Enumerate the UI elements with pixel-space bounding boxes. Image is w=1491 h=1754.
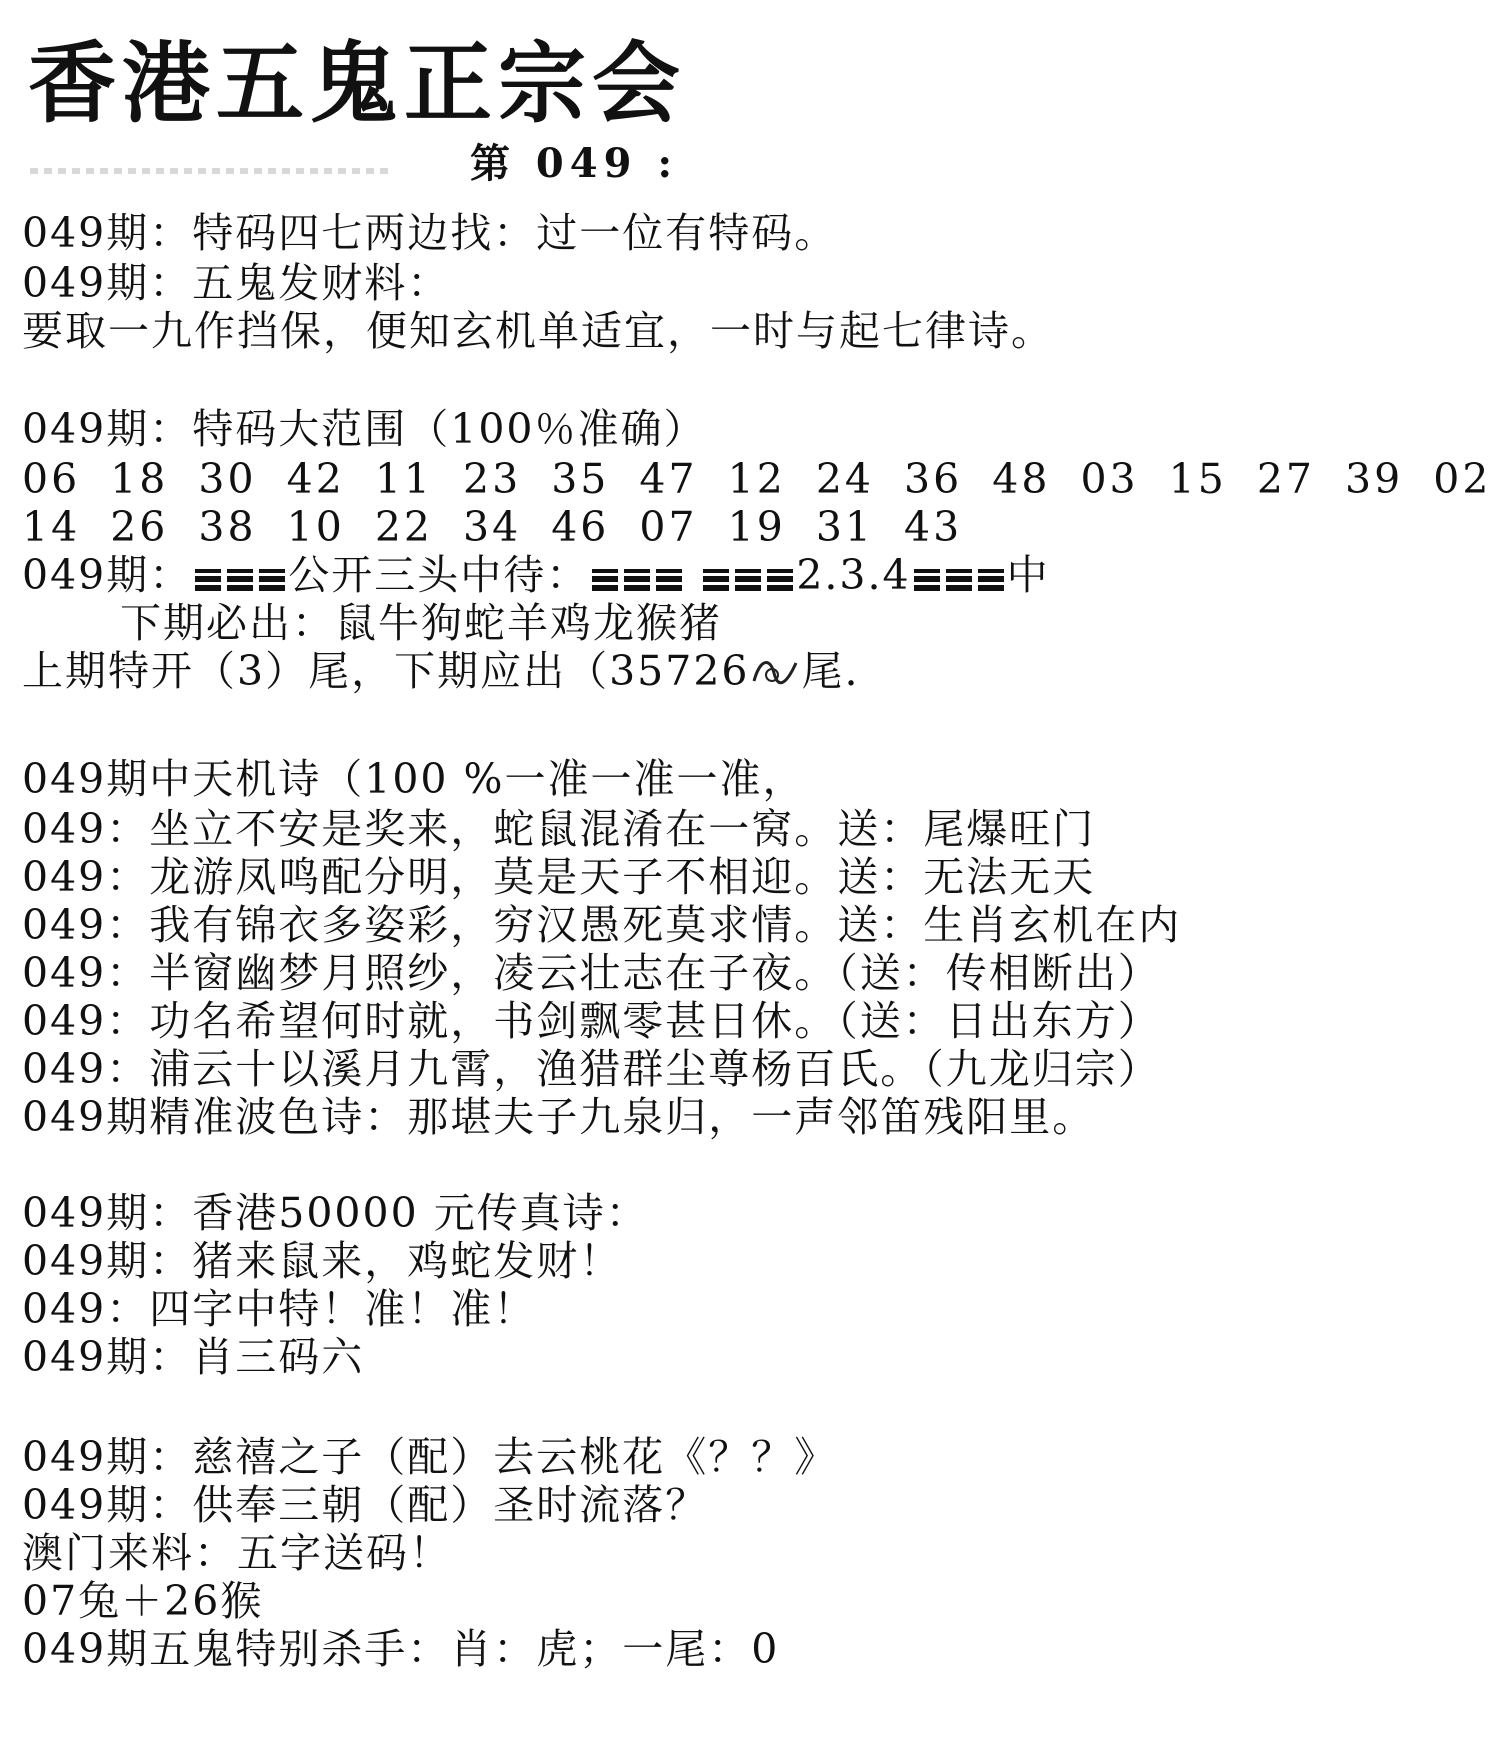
riddle-line: 049期：慈禧之子（配）去云桃花《？？》 <box>22 1433 838 1481</box>
redaction-mark <box>624 569 650 591</box>
redaction-mark <box>978 569 1004 591</box>
heaven-poem-line: 049：坐立不安是奖来，蛇鼠混淆在一窝。送：尾爆旺门 <box>22 805 1096 853</box>
fax-poem-heading: 049期：香港50000 元传真诗： <box>22 1189 649 1237</box>
redaction-mark <box>195 569 221 591</box>
fax-poem-line: 049期：猪来鼠来，鸡蛇发财！ <box>22 1237 623 1285</box>
wave-color-poem: 049期精准波色诗：那堪夫子九泉归，一声邻笛残阳里。 <box>22 1093 1096 1141</box>
redaction-mark <box>946 569 972 591</box>
redaction-mark <box>656 569 682 591</box>
heaven-poem-line: 049：半窗幽梦月照纱，凌云壮志在子夜。（送：传相断出） <box>22 949 1161 997</box>
three-head-line <box>22 550 1050 600</box>
macau-source-line: 澳门来料：五字送码！ <box>22 1529 452 1577</box>
heaven-poem-line: 049：功名希望何时就，书剑飘零甚日休。（送：日出东方） <box>22 997 1161 1045</box>
document-title: 香港五鬼正宗会 <box>28 32 687 135</box>
next-must-appear: 下期必出：鼠牛狗蛇羊鸡龙猴猪 <box>120 599 722 647</box>
redaction-mark <box>914 569 940 591</box>
tail-prediction-text: 上期特开（3）尾，下期应出（35726 <box>22 647 750 695</box>
fax-poem-line: 049期：肖三码六 <box>22 1333 365 1381</box>
special-code-numbers-row-1: 06 18 30 42 11 23 35 47 12 24 36 48 03 15 27 39 02 <box>22 455 1491 503</box>
special-code-range-heading: 049期：特码大范围（100％准确） <box>22 405 707 453</box>
redaction-mark <box>592 569 618 591</box>
five-ghost-fortune-heading: 049期：五鬼发财料： <box>22 259 451 307</box>
redaction-mark <box>227 569 253 591</box>
scribble-mark <box>750 651 802 691</box>
heaven-poem-heading: 049期中天机诗（100 %一准一准一准， <box>22 755 806 803</box>
three-head-prefix: 049期： <box>22 551 193 599</box>
redaction-mark <box>735 569 761 591</box>
dotted-divider <box>30 168 390 174</box>
killer-line: 049期五鬼特别杀手：肖：虎；一尾：0 <box>22 1625 780 1673</box>
heaven-poem-line: 049：龙游凤鸣配分明，莫是天子不相迎。送：无法无天 <box>22 853 1096 901</box>
issue-number: 第 049 : <box>470 140 679 187</box>
fax-poem-line: 049：四字中特！准！准！ <box>22 1285 537 1333</box>
three-head-tail: 中 <box>1006 551 1050 599</box>
redaction-mark <box>703 569 729 591</box>
five-ghost-fortune-verse: 要取一九作挡保，便知玄机单适宜，一时与起七律诗。 <box>22 307 1054 355</box>
tail-prediction-end: 尾. <box>801 647 860 695</box>
redaction-mark <box>767 569 793 591</box>
heaven-poem-line: 049：浦云十以溪月九霄，渔猎群尘尊杨百氏。（九龙归宗） <box>22 1045 1161 1093</box>
three-head-values: 2.3.4 <box>796 551 911 599</box>
three-head-label: 公开三头中待： <box>288 551 590 599</box>
riddle-line: 049期：供奉三朝（配）圣时流落？ <box>22 1481 709 1529</box>
special-code-hint: 049期：特码四七两边找：过一位有特码。 <box>22 209 838 257</box>
macau-numbers: 07兔＋26猴 <box>22 1577 264 1625</box>
tail-prediction <box>22 646 860 696</box>
special-code-numbers-row-2: 14 26 38 10 22 34 46 07 19 31 43 <box>22 503 963 551</box>
redaction-mark <box>259 569 285 591</box>
heaven-poem-line: 049：我有锦衣多姿彩，穷汉愚死莫求情。送：生肖玄机在内 <box>22 901 1182 949</box>
